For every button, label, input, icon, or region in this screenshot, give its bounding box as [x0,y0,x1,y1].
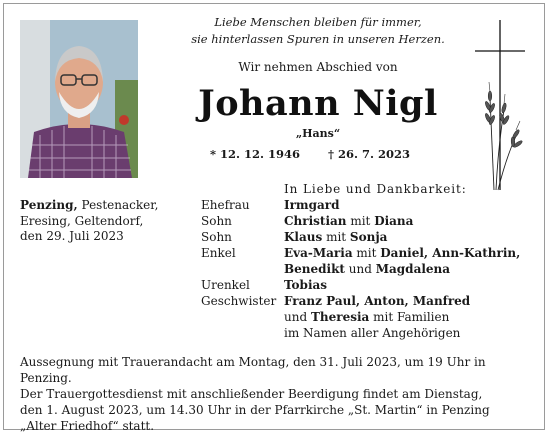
relative-name: Sonja [349,230,388,244]
quote-line-1: Liebe Menschen bleiben für immer, [214,15,422,29]
relative-label-son-1: Sohn [201,214,232,228]
relative-label-great-grandchild: Urenkel [201,278,250,292]
relative-son-1 [284,214,413,228]
relative-name: Theresia [310,310,370,324]
relative-label-wife: Ehefrau [201,198,250,212]
relative-label-siblings: Geschwister [201,294,277,308]
relative-son-2 [284,230,387,244]
death-date: † 26. 7. 2023 [328,147,411,161]
relative-name: Klaus [284,230,323,244]
farewell-text: Wir nehmen Abschied von [238,60,398,74]
notice-line-1: Aussegnung mit Trauerandacht am Montag, den 31. Juli 2023, um 19 Uhr in Penzing. [20,355,486,385]
relative-name: Irmgard [284,198,340,212]
funeral-notice [20,354,540,434]
relative-siblings-1 [284,294,470,308]
relative-name: Daniel, Ann-Kathrin, [380,246,521,260]
relative-grandchildren-1 [284,246,520,260]
relative-name: Benedikt [284,262,345,276]
notice-line-2: Der Trauergottesdienst mit anschließender Beerdigung findet am Dienstag, [20,387,483,401]
notice-line-3: den 1. August 2023, um 14.30 Uhr in der Pfarrkirche „St. Martin“ in Penzing [20,403,490,417]
relative-label-son-2: Sohn [201,230,232,244]
connector-text: mit [346,214,375,228]
place-town: Penzing, [20,198,78,212]
relative-name: Franz Paul, Anton, Manfred [284,294,471,308]
notice-line-4: „Alter Friedhof“ statt. [20,419,155,433]
quote-line-2: sie hinterlassen Spuren in unseren Herzen. [191,32,445,46]
relative-name: Eva-Maria [284,246,353,260]
relative-great-grandchild [284,278,327,292]
place-line-1-rest: Pestenacker, [77,198,159,212]
mourning-header: In Liebe und Dankbarkeit: [284,182,467,196]
relative-wife [284,198,340,212]
place-line-3: den 29. Juli 2023 [20,229,124,243]
connector-text: mit Familien [369,310,450,324]
connector-text: mit [322,230,350,244]
deceased-name: Johann Nigl [198,83,438,124]
relative-grandchildren-2 [284,262,450,276]
relative-name: Diana [374,214,414,228]
relative-name: Tobias [284,278,328,292]
connector-text: und [344,262,376,276]
birth-date: * 12. 12. 1946 [210,147,301,161]
relatives-closing: im Namen aller Angehörigen [284,326,461,340]
place-line-2: Eresing, Geltendorf, [20,213,144,228]
relative-label-grandchildren: Enkel [201,246,236,260]
nickname: „Hans“ [295,127,341,140]
connector-text: mit [352,246,381,260]
relative-name: Christian [284,214,347,228]
relative-siblings-2 [284,310,449,324]
relative-name: Magdalena [375,262,451,276]
connector-text: und [284,310,311,324]
